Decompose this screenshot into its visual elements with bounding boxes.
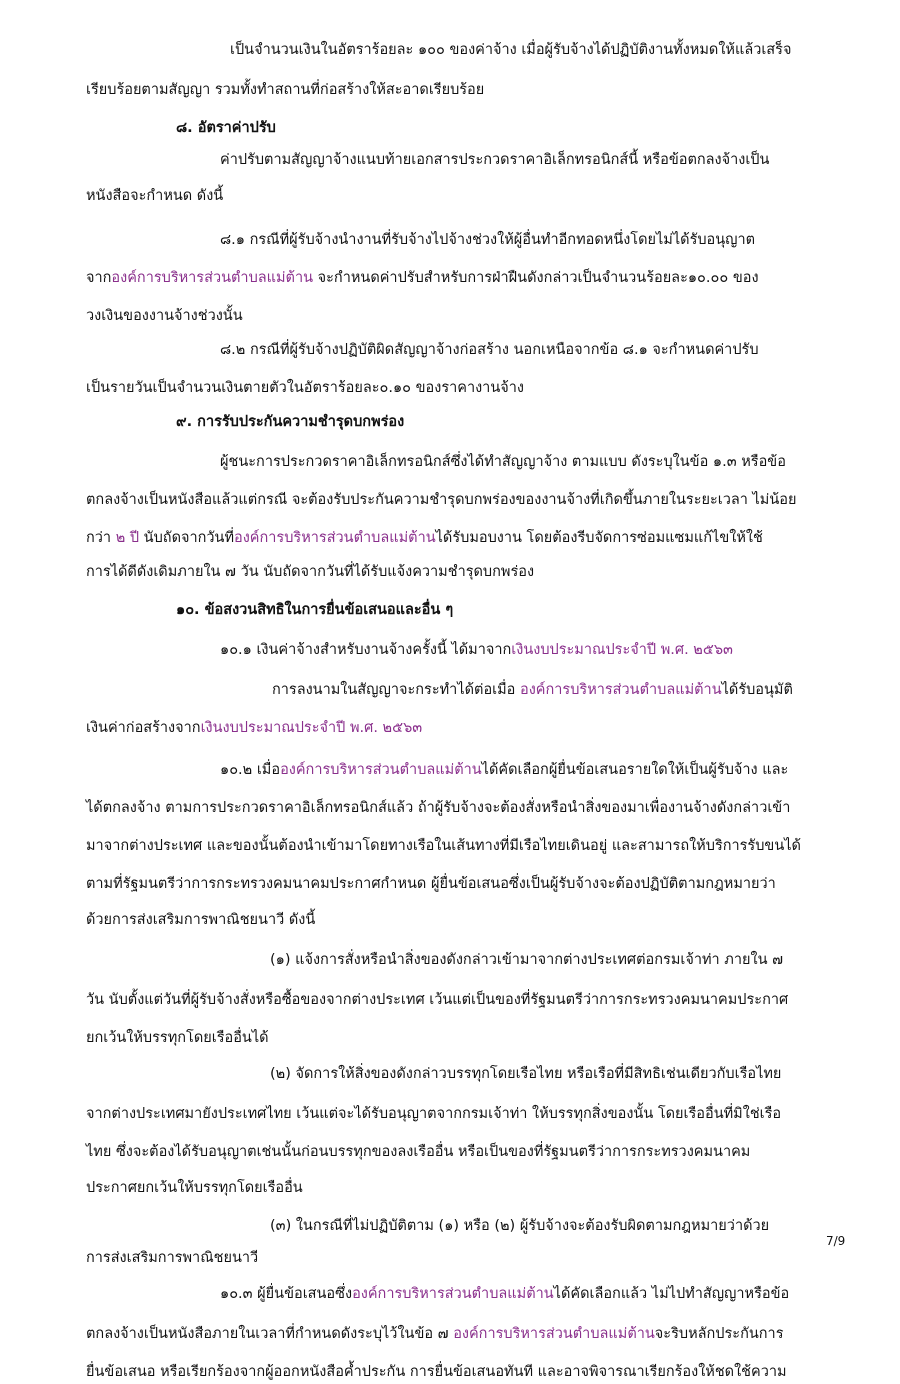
text-segment: การได้ดีดังเดิมภายใน ๗ วัน นับถัดจากวันที่ได้รับแจ้งความชำรุดบกพร่อง xyxy=(86,564,535,580)
text-segment: (๓) ในกรณีที่ไม่ปฏิบัติตาม (๑) หรือ (๒) ผู้รับจ้างจะต้องรับผิดตามกฎหมายว่าด้วย xyxy=(270,1218,770,1234)
text-segment: ๘.๒ กรณีที่ผู้รับจ้างปฏิบัติผิดสัญญาจ้างก่อสร้าง นอกเหนือจากข้อ ๘.๑ จะกำหนดค่าปรับ xyxy=(220,342,759,358)
text-segment: จะริบหลักประกันการ xyxy=(654,1326,784,1342)
text-line xyxy=(86,796,820,820)
text-line xyxy=(86,526,820,550)
text-line xyxy=(86,872,820,896)
text-segment: การส่งเสริมการพาณิชยนาวี xyxy=(86,1250,259,1266)
text-segment: เป็นจำนวนเงินในอัตราร้อยละ ๑๐๐ ของค่าจ้าง เมื่อผู้รับจ้างได้ปฏิบัติงานทั้งหมดให้แล้วเสร็จ xyxy=(230,42,792,58)
text-line xyxy=(220,638,820,662)
text-segment: กว่า xyxy=(86,530,116,546)
text-segment: ได้คัดเลือกผู้ยื่นข้อเสนอรายใดให้เป็นผู้รับจ้าง และ xyxy=(481,762,789,778)
text-segment: ผู้ชนะการประกวดราคาอิเล็กทรอนิกส์ซึ่งได้ทำสัญญาจ้าง ตามแบบ ดังระบุในข้อ ๑.๓ หรือข้อ xyxy=(220,454,786,470)
text-line xyxy=(220,228,820,252)
text-line xyxy=(86,908,820,932)
text-line xyxy=(86,1246,820,1270)
text-segment: ด้วยการส่งเสริมการพาณิชยนาวี ดังนี้ xyxy=(86,912,316,928)
section-heading xyxy=(176,598,820,622)
text-line xyxy=(86,1140,820,1164)
text-segment: จากต่างประเทศมายังประเทศไทย เว้นแต่จะได้รับอนุญาตจากกรมเจ้าท่า ให้บรรทุกสิ่งของนั้น โดยเรืออื่นที่มิใช่เรือ xyxy=(86,1106,782,1122)
text-segment: ไทย ซึ่งจะต้องได้รับอนุญาตเช่นนั้นก่อนบรรทุกของลงเรืออื่น หรือเป็นของที่รัฐมนตรีว่าการกระทรวงคมนาคม xyxy=(86,1144,751,1160)
text-segment: (๒) จัดการให้สิ่งของดังกล่าวบรรทุกโดยเรือไทย หรือเรือที่มีสิทธิเช่นเดียวกับเรือไทย xyxy=(270,1066,782,1082)
text-line xyxy=(86,716,820,740)
text-line xyxy=(86,78,820,102)
text-segment: ยกเว้นให้บรรทุกโดยเรืออื่นได้ xyxy=(86,1030,269,1046)
text-segment: ได้ตกลงจ้าง ตามการประกวดราคาอิเล็กทรอนิกส์แล้ว ถ้าผู้รับจ้างจะต้องสั่งหรือนำสิ่งของมาเพื่องานจ้างดังกล่าวเข้า xyxy=(86,800,791,816)
text-line xyxy=(220,450,820,474)
text-line xyxy=(86,1176,820,1200)
text-segment: ค่าปรับตามสัญญาจ้างแนบท้ายเอกสารประกวดราคาอิเล็กทรอนิกส์นี้ หรือข้อตกลงจ้างเป็น xyxy=(220,152,770,168)
highlighted-text: องค์การบริหารส่วนตำบลแม่ต้าน xyxy=(234,530,436,546)
text-segment: ได้รับอนุมัติ xyxy=(721,682,793,698)
text-line xyxy=(86,988,820,1012)
text-line xyxy=(86,376,820,400)
text-segment: การลงนามในสัญญาจะกระทำได้ต่อเมื่อ xyxy=(272,682,520,698)
text-line xyxy=(220,1282,820,1306)
highlighted-text: ๒ ปี xyxy=(115,530,140,546)
text-segment: ประกาศยกเว้นให้บรรทุกโดยเรืออื่น xyxy=(86,1180,303,1196)
text-line xyxy=(86,834,820,858)
text-line xyxy=(86,560,820,584)
text-segment: เรียบร้อยตามสัญญา รวมทั้งทำสถานที่ก่อสร้างให้สะอาดเรียบร้อย xyxy=(86,82,485,98)
highlighted-text: เงินงบประมาณประจำปี พ.ศ. ๒๕๖๓ xyxy=(511,642,733,658)
text-segment: ตกลงจ้างเป็นหนังสือแล้วแต่กรณี จะต้องรับประกันความชำรุดบกพร่องของงานจ้างที่เกิดขึ้นภายในระยะเวลา ไม่น้อย xyxy=(86,492,797,508)
text-segment: ตกลงจ้างเป็นหนังสือภายในเวลาที่กำหนดดังระบุไว้ในข้อ ๗ xyxy=(86,1326,454,1342)
text-line xyxy=(86,184,820,208)
text-line xyxy=(220,758,820,782)
text-line xyxy=(270,1214,820,1238)
text-line xyxy=(86,1322,820,1346)
text-segment: เงินค่าก่อสร้างจาก xyxy=(86,720,201,736)
text-segment: ๑๐.๒ เมื่อ xyxy=(220,762,281,778)
text-line xyxy=(86,1026,820,1050)
text-segment: ๘. อัตราค่าปรับ xyxy=(176,120,276,136)
page-number: 7/9 xyxy=(826,1234,846,1248)
text-segment: ๑๐. ข้อสงวนสิทธิในการยื่นข้อเสนอและอื่น ๆ xyxy=(176,602,454,618)
text-segment: มาจากต่างประเทศ และของนั้นต้องนำเข้ามาโดยทางเรือในเส้นทางที่มีเรือไทยเดินอยู่ และสามารถให้บริการรับขนได้ xyxy=(86,838,801,854)
text-segment: เป็นรายวันเป็นจำนวนเงินตายตัวในอัตราร้อยละ๐.๑๐ ของราคางานจ้าง xyxy=(86,380,524,396)
highlighted-text: องค์การบริหารส่วนตำบลแม่ต้าน xyxy=(352,1286,554,1302)
text-line xyxy=(270,1062,820,1086)
section-heading xyxy=(176,116,820,140)
text-segment: (๑) แจ้งการสั่งหรือนำสิ่งของดังกล่าวเข้ามาจากต่างประเทศต่อกรมเจ้าท่า ภายใน ๗ xyxy=(270,952,783,968)
text-segment: จะกำหนดค่าปรับสำหรับการฝ่าฝืนดังกล่าวเป็นจำนวนร้อยละ๑๐.๐๐ ของ xyxy=(313,270,759,286)
highlighted-text: เงินงบประมาณประจำปี พ.ศ. ๒๕๖๓ xyxy=(200,720,423,736)
text-line xyxy=(86,488,820,512)
highlighted-text: องค์การบริหารส่วนตำบลแม่ต้าน xyxy=(111,270,314,286)
text-line xyxy=(86,304,820,328)
text-line xyxy=(86,1360,820,1384)
text-segment: วัน นับตั้งแต่วันที่ผู้รับจ้างสั่งหรือซื้อของจากต่างประเทศ เว้นแต่เป็นของที่รัฐมนตรีว่าการกระทรวงคมนาคมประกาศ xyxy=(86,992,789,1008)
text-segment: ๘.๑ กรณีที่ผู้รับจ้างนำงานที่รับจ้างไปจ้างช่วงให้ผู้อื่นทำอีกทอดหนึ่งโดยไม่ได้รับอนุญาต xyxy=(220,232,756,248)
text-segment: จาก xyxy=(86,270,112,286)
text-line xyxy=(220,338,820,362)
text-segment: ได้คัดเลือกแล้ว ไม่ไปทำสัญญาหรือข้อ xyxy=(553,1286,790,1302)
text-segment: หนังสือจะกำหนด ดังนี้ xyxy=(86,188,224,204)
text-line xyxy=(230,38,820,62)
text-segment: ยื่นข้อเสนอ หรือเรียกร้องจากผู้ออกหนังสือค้ำประกัน การยื่นข้อเสนอทันที และอาจพิจารณาเรียกร้องให้ชดใช้ความ xyxy=(86,1364,787,1380)
text-line xyxy=(220,148,820,172)
highlighted-text: องค์การบริหารส่วนตำบลแม่ต้าน xyxy=(453,1326,655,1342)
text-segment: ได้รับมอบงาน โดยต้องรีบจัดการซ่อมแซมแก้ไขให้ใช้ xyxy=(435,530,763,546)
section-heading xyxy=(176,410,820,434)
text-segment: ๑๐.๓ ผู้ยื่นข้อเสนอซึ่ง xyxy=(220,1286,353,1302)
text-line xyxy=(272,678,820,702)
text-segment: นับถัดจากวันที่ xyxy=(139,530,235,546)
text-segment: ๙. การรับประกันความชำรุดบกพร่อง xyxy=(176,414,405,430)
highlighted-text: องค์การบริหารส่วนตำบลแม่ต้าน xyxy=(280,762,482,778)
text-segment: ตามที่รัฐมนตรีว่าการกระทรวงคมนาคมประกาศกำหนด ผู้ยื่นข้อเสนอซึ่งเป็นผู้รับจ้างจะต้องปฏิบัติตามกฎหมายว่า xyxy=(86,876,776,892)
text-line xyxy=(86,1102,820,1126)
text-line xyxy=(86,266,820,290)
text-segment: วงเงินของงานจ้างช่วงนั้น xyxy=(86,308,243,324)
text-line xyxy=(270,948,820,972)
text-segment: ๑๐.๑ เงินค่าจ้างสำหรับงานจ้างครั้งนี้ ได้มาจาก xyxy=(220,642,512,658)
highlighted-text: องค์การบริหารส่วนตำบลแม่ต้าน xyxy=(520,682,722,698)
